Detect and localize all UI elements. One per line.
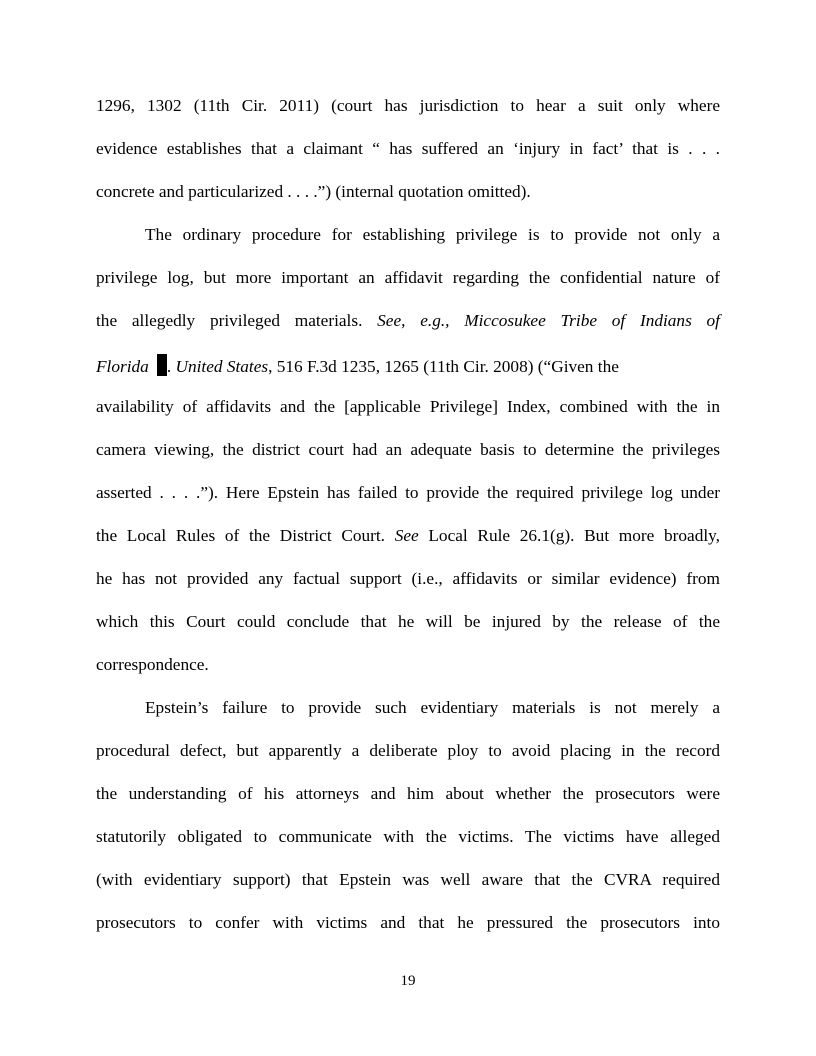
redaction-block: [157, 354, 167, 376]
body-line: [96, 526, 720, 546]
body-line: statutorily obligated to communicate with the victims. The victims have alleged: [96, 827, 720, 846]
citation-italic: Florida: [96, 357, 149, 376]
body-line: correspondence.: [96, 655, 209, 674]
body-text: the allegedly privileged materials.: [96, 311, 378, 330]
page-number: 19: [400, 973, 416, 989]
body-line: (with evidentiary support) that Epstein was well aware that the CVRA required: [96, 870, 720, 889]
citation-italic: See: [394, 526, 419, 545]
body-line: procedural defect, but apparently a deliberate ploy to avoid placing in the record: [96, 741, 720, 760]
body-line: [96, 354, 720, 377]
body-line: asserted . . . .”). Here Epstein has failed to provide the required privilege log under: [96, 483, 720, 502]
citation-italic: See, e.g., Miccosukee Tribe of Indians of: [377, 311, 720, 330]
paragraph-first-line: Epstein’s failure to provide such evidentiary materials is not merely a: [145, 698, 720, 717]
body-text: .: [166, 357, 172, 376]
body-text: the Local Rules of the District Court.: [96, 526, 395, 545]
body-line: 1296, 1302 (11th Cir. 2011) (court has jurisdiction to hear a suit only where: [96, 96, 720, 115]
body-line: prosecutors to confer with victims and that he pressured the prosecutors into: [96, 913, 720, 932]
body-text: , 516 F.3d 1235, 1265 (11th Cir. 2008) (“Given the: [268, 357, 619, 376]
body-line: [96, 311, 720, 331]
body-line: availability of affidavits and the [applicable Privilege] Index, combined with the in: [96, 397, 720, 416]
paragraph-first-line: The ordinary procedure for establishing privilege is to provide not only a: [145, 225, 720, 244]
citation-italic: United States: [175, 357, 269, 376]
body-text: Local Rule 26.1(g). But more broadly,: [418, 526, 720, 545]
body-line: the understanding of his attorneys and him about whether the prosecutors were: [96, 784, 720, 803]
body-line: concrete and particularized . . . .”) (internal quotation omitted).: [96, 182, 531, 201]
body-line: privilege log, but more important an affidavit regarding the confidential nature of: [96, 268, 720, 287]
body-line: which this Court could conclude that he will be injured by the release of the: [96, 612, 720, 631]
body-line: camera viewing, the district court had an adequate basis to determine the privileges: [96, 440, 720, 459]
body-line: evidence establishes that a claimant “ has suffered an ‘injury in fact’ that is . . .: [96, 139, 720, 158]
body-line: he has not provided any factual support (i.e., affidavits or similar evidence) from: [96, 569, 720, 588]
